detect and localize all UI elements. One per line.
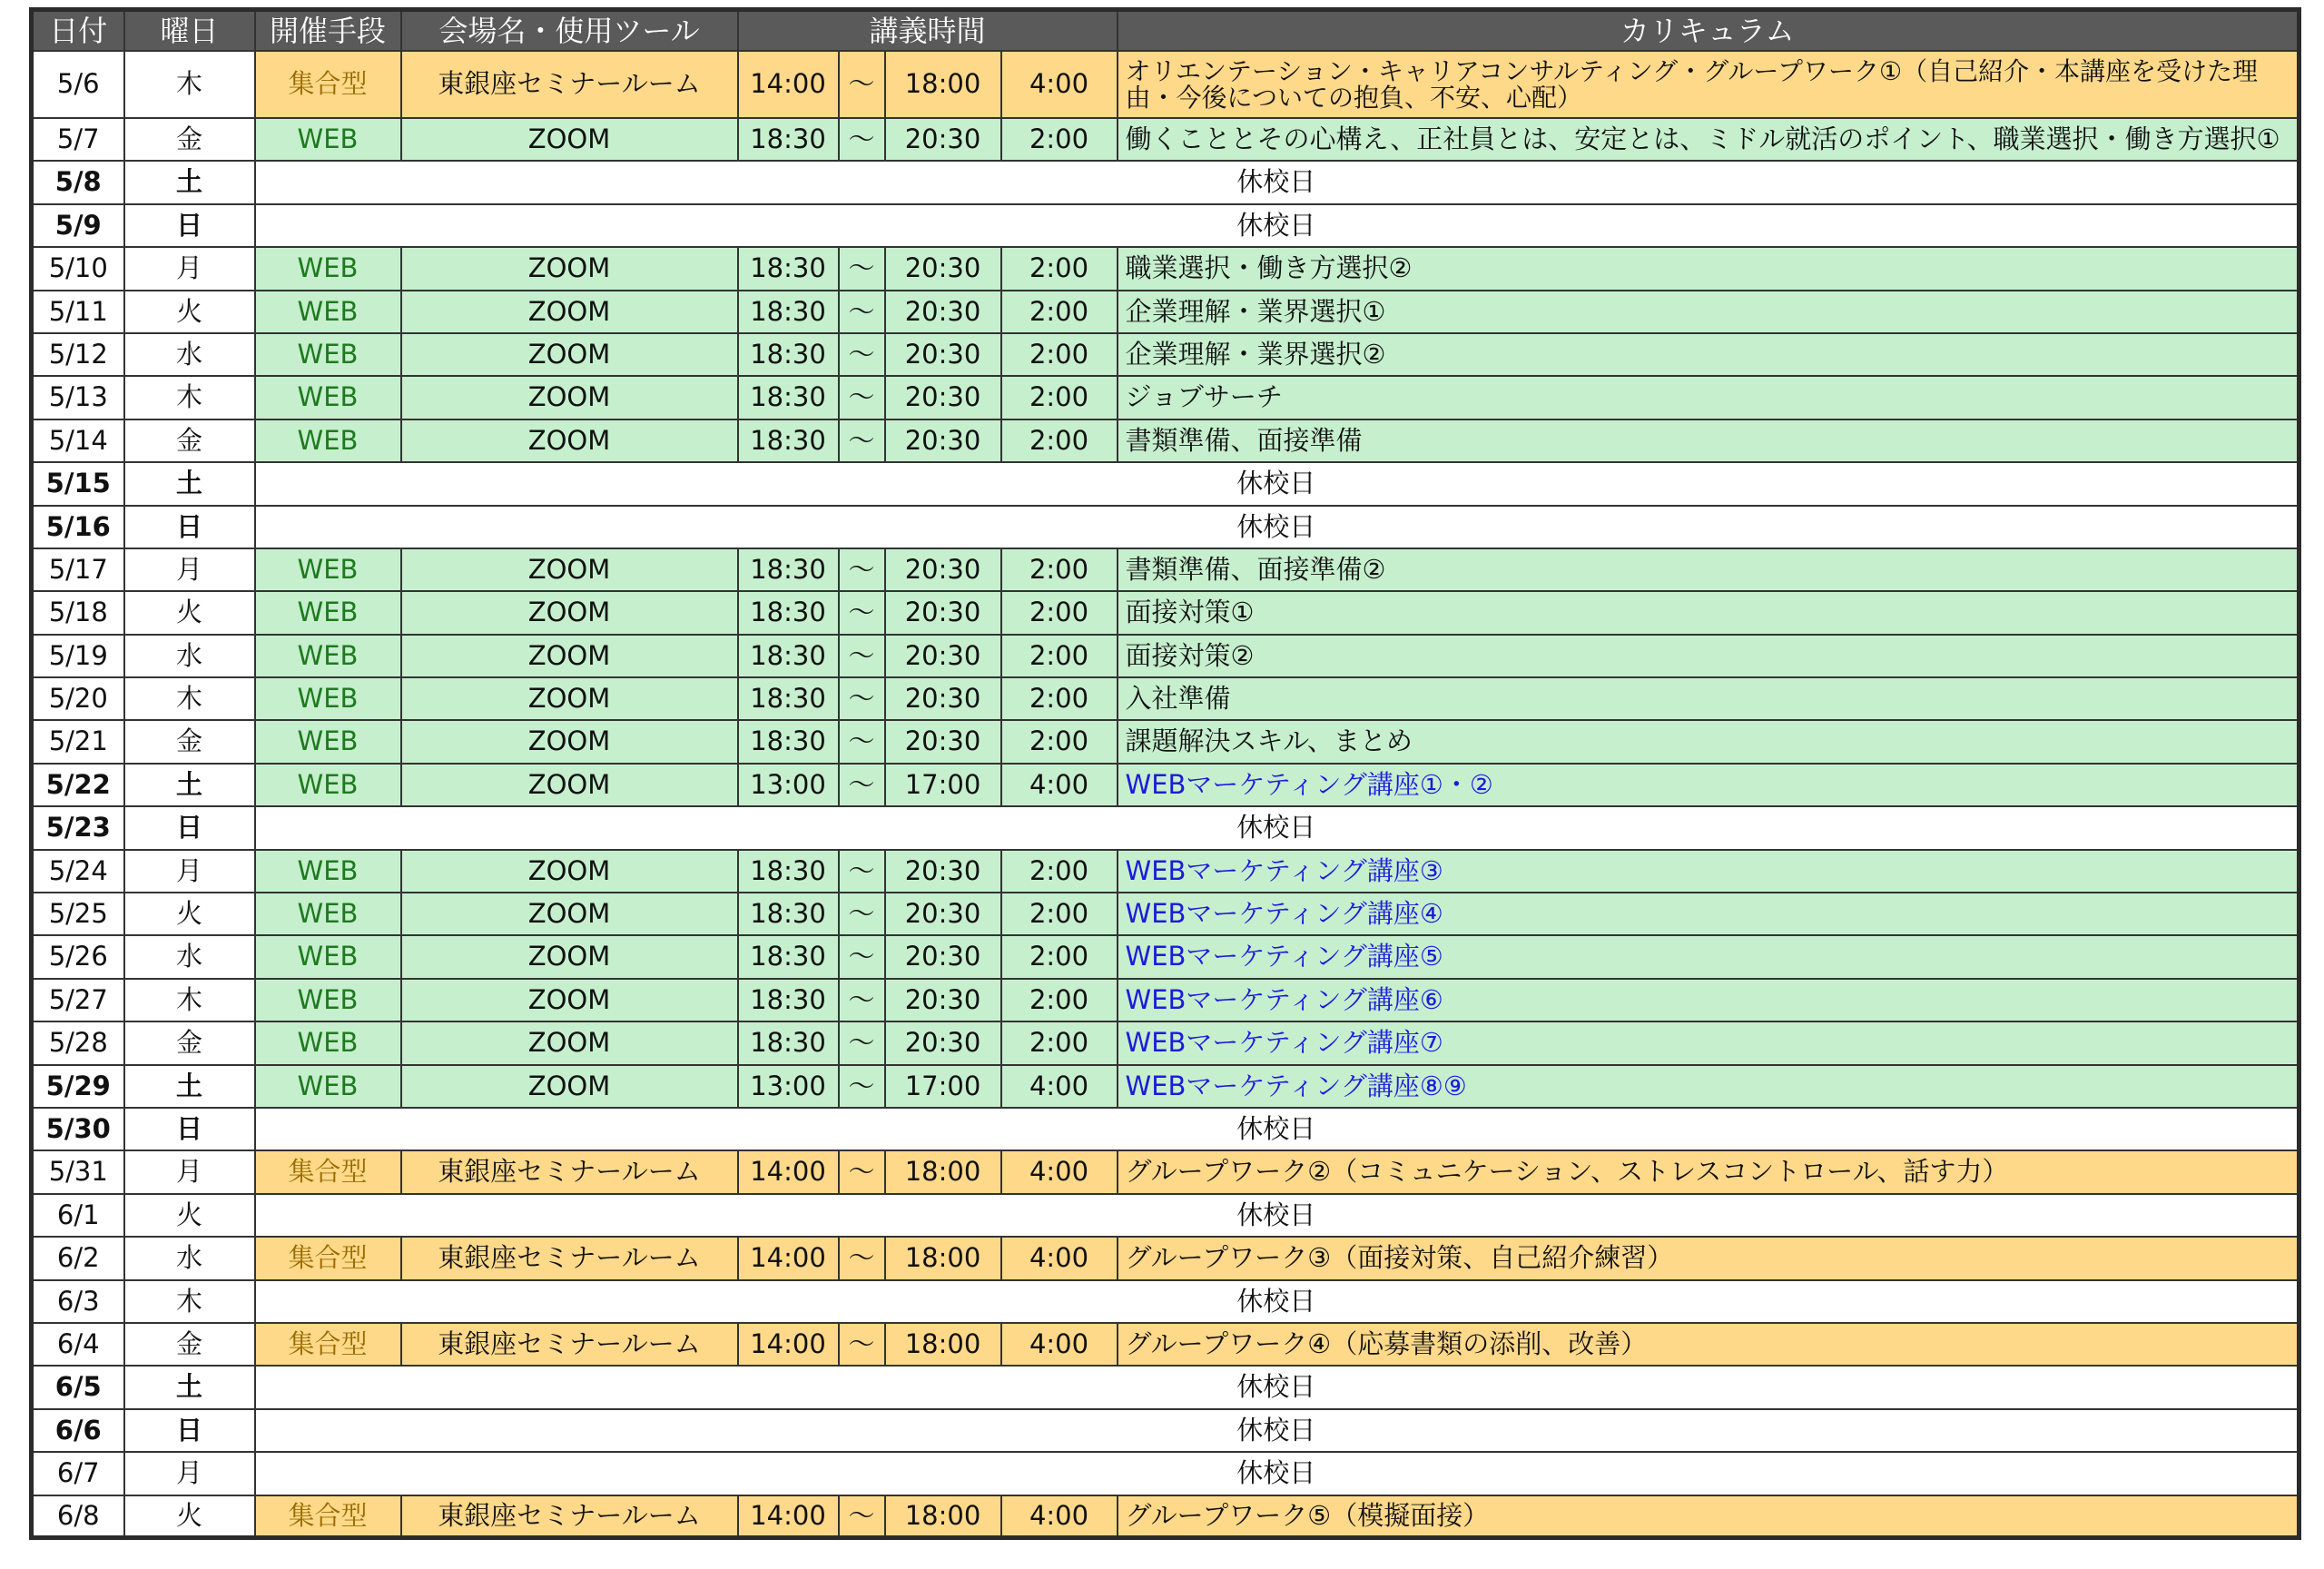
holiday-cell: 休校日 <box>255 204 2299 247</box>
date-cell: 5/8 <box>32 161 124 203</box>
venue-cell: ZOOM <box>401 635 738 677</box>
table-row <box>32 1108 2299 1150</box>
date-cell: 5/13 <box>32 376 124 419</box>
table-row <box>32 118 2299 161</box>
weekday-cell: 土 <box>124 1366 255 1408</box>
end-time-cell: 20:30 <box>885 850 1001 893</box>
holiday-cell: 休校日 <box>255 1194 2299 1237</box>
duration-cell: 4:00 <box>1001 1150 1118 1193</box>
curriculum-cell: オリエンテーション・キャリアコンサルティング・グループワーク①（自己紹介・本講座を受けた理由・今後についての抱負、不安、心配） <box>1118 51 2299 118</box>
start-time-cell: 18:30 <box>738 720 839 763</box>
venue-cell: ZOOM <box>401 548 738 591</box>
venue-cell: ZOOM <box>401 720 738 763</box>
table-row <box>32 806 2299 849</box>
table-row <box>32 893 2299 935</box>
weekday-cell: 土 <box>124 764 255 806</box>
table-row <box>32 1452 2299 1495</box>
date-cell: 5/23 <box>32 806 124 849</box>
duration-cell: 2:00 <box>1001 333 1118 376</box>
curriculum-cell: WEBマーケティング講座⑦ <box>1118 1021 2299 1064</box>
duration-cell: 2:00 <box>1001 893 1118 935</box>
schedule-table <box>29 7 2301 1540</box>
end-time-cell: 20:30 <box>885 979 1001 1021</box>
duration-cell: 2:00 <box>1001 1021 1118 1064</box>
weekday-cell: 日 <box>124 1409 255 1452</box>
curriculum-cell: WEBマーケティング講座④ <box>1118 893 2299 935</box>
venue-cell: ZOOM <box>401 591 738 634</box>
end-time-cell: 18:00 <box>885 1495 1001 1538</box>
start-time-cell: 14:00 <box>738 1237 839 1279</box>
weekday-cell: 水 <box>124 333 255 376</box>
end-time-cell: 20:30 <box>885 548 1001 591</box>
start-time-cell: 18:30 <box>738 850 839 893</box>
method-cell: 集合型 <box>255 1150 401 1193</box>
venue-cell: ZOOM <box>401 677 738 720</box>
header-curriculum: カリキュラム <box>1118 10 2299 52</box>
tilde-cell: ～ <box>839 720 885 763</box>
tilde-cell: ～ <box>839 419 885 462</box>
weekday-cell: 金 <box>124 1323 255 1366</box>
duration-cell: 2:00 <box>1001 291 1118 333</box>
method-cell: WEB <box>255 1065 401 1108</box>
header-date: 日付 <box>32 10 124 52</box>
table-row <box>32 935 2299 978</box>
weekday-cell: 火 <box>124 591 255 634</box>
venue-cell: ZOOM <box>401 247 738 290</box>
date-cell: 5/25 <box>32 893 124 935</box>
venue-cell: ZOOM <box>401 764 738 806</box>
start-time-cell: 18:30 <box>738 548 839 591</box>
duration-cell: 2:00 <box>1001 118 1118 161</box>
date-cell: 5/16 <box>32 506 124 548</box>
weekday-cell: 月 <box>124 1150 255 1193</box>
end-time-cell: 20:30 <box>885 635 1001 677</box>
weekday-cell: 火 <box>124 1194 255 1237</box>
table-row <box>32 720 2299 763</box>
holiday-cell: 休校日 <box>255 1452 2299 1495</box>
curriculum-cell: グループワーク④（応募書類の添削、改善） <box>1118 1323 2299 1366</box>
date-cell: 5/22 <box>32 764 124 806</box>
header-row <box>32 10 2299 52</box>
start-time-cell: 13:00 <box>738 1065 839 1108</box>
venue-cell: 東銀座セミナールーム <box>401 1323 738 1366</box>
date-cell: 5/24 <box>32 850 124 893</box>
date-cell: 5/20 <box>32 677 124 720</box>
table-row <box>32 419 2299 462</box>
curriculum-cell: 企業理解・業界選択① <box>1118 291 2299 333</box>
duration-cell: 2:00 <box>1001 635 1118 677</box>
date-cell: 5/6 <box>32 51 124 118</box>
weekday-cell: 日 <box>124 806 255 849</box>
method-cell: WEB <box>255 764 401 806</box>
venue-cell: ZOOM <box>401 893 738 935</box>
end-time-cell: 20:30 <box>885 333 1001 376</box>
date-cell: 6/4 <box>32 1323 124 1366</box>
method-cell: WEB <box>255 118 401 161</box>
duration-cell: 2:00 <box>1001 979 1118 1021</box>
table-row <box>32 1237 2299 1279</box>
curriculum-cell: グループワーク②（コミュニケーション、ストレスコントロール、話す力） <box>1118 1150 2299 1193</box>
header-method: 開催手段 <box>255 10 401 52</box>
start-time-cell: 18:30 <box>738 635 839 677</box>
duration-cell: 4:00 <box>1001 1323 1118 1366</box>
table-row <box>32 635 2299 677</box>
header-day: 曜日 <box>124 10 255 52</box>
tilde-cell: ～ <box>839 850 885 893</box>
start-time-cell: 13:00 <box>738 764 839 806</box>
end-time-cell: 20:30 <box>885 720 1001 763</box>
table-row <box>32 333 2299 376</box>
end-time-cell: 20:30 <box>885 376 1001 419</box>
weekday-cell: 火 <box>124 291 255 333</box>
curriculum-cell: 課題解決スキル、まとめ <box>1118 720 2299 763</box>
end-time-cell: 18:00 <box>885 1150 1001 1193</box>
weekday-cell: 木 <box>124 677 255 720</box>
holiday-cell: 休校日 <box>255 161 2299 203</box>
curriculum-cell: 入社準備 <box>1118 677 2299 720</box>
start-time-cell: 18:30 <box>738 118 839 161</box>
venue-cell: ZOOM <box>401 850 738 893</box>
tilde-cell: ～ <box>839 893 885 935</box>
start-time-cell: 14:00 <box>738 1323 839 1366</box>
duration-cell: 2:00 <box>1001 677 1118 720</box>
duration-cell: 2:00 <box>1001 548 1118 591</box>
tilde-cell: ～ <box>839 51 885 118</box>
weekday-cell: 日 <box>124 204 255 247</box>
weekday-cell: 木 <box>124 376 255 419</box>
table-row <box>32 51 2299 118</box>
venue-cell: ZOOM <box>401 419 738 462</box>
weekday-cell: 火 <box>124 1495 255 1538</box>
method-cell: 集合型 <box>255 51 401 118</box>
curriculum-cell: WEBマーケティング講座③ <box>1118 850 2299 893</box>
venue-cell: ZOOM <box>401 979 738 1021</box>
venue-cell: ZOOM <box>401 1021 738 1064</box>
venue-cell: ZOOM <box>401 376 738 419</box>
weekday-cell: 月 <box>124 1452 255 1495</box>
start-time-cell: 14:00 <box>738 1495 839 1538</box>
date-cell: 5/21 <box>32 720 124 763</box>
duration-cell: 2:00 <box>1001 376 1118 419</box>
tilde-cell: ～ <box>839 1150 885 1193</box>
weekday-cell: 金 <box>124 118 255 161</box>
end-time-cell: 20:30 <box>885 677 1001 720</box>
venue-cell: ZOOM <box>401 1065 738 1108</box>
date-cell: 5/18 <box>32 591 124 634</box>
duration-cell: 2:00 <box>1001 850 1118 893</box>
end-time-cell: 20:30 <box>885 1021 1001 1064</box>
table-row <box>32 850 2299 893</box>
table-row <box>32 161 2299 203</box>
date-cell: 5/27 <box>32 979 124 1021</box>
tilde-cell: ～ <box>839 935 885 978</box>
venue-cell: ZOOM <box>401 291 738 333</box>
table-row <box>32 506 2299 548</box>
weekday-cell: 土 <box>124 161 255 203</box>
duration-cell: 2:00 <box>1001 591 1118 634</box>
end-time-cell: 18:00 <box>885 51 1001 118</box>
tilde-cell: ～ <box>839 333 885 376</box>
curriculum-cell: 企業理解・業界選択② <box>1118 333 2299 376</box>
date-cell: 5/14 <box>32 419 124 462</box>
table-row <box>32 591 2299 634</box>
date-cell: 5/29 <box>32 1065 124 1108</box>
method-cell: WEB <box>255 893 401 935</box>
method-cell: WEB <box>255 591 401 634</box>
holiday-cell: 休校日 <box>255 1366 2299 1408</box>
curriculum-cell: WEBマーケティング講座⑧⑨ <box>1118 1065 2299 1108</box>
venue-cell: ZOOM <box>401 935 738 978</box>
weekday-cell: 土 <box>124 1065 255 1108</box>
end-time-cell: 17:00 <box>885 764 1001 806</box>
start-time-cell: 18:30 <box>738 893 839 935</box>
weekday-cell: 水 <box>124 1237 255 1279</box>
date-cell: 5/26 <box>32 935 124 978</box>
method-cell: WEB <box>255 548 401 591</box>
schedule-body <box>32 51 2299 1538</box>
duration-cell: 2:00 <box>1001 720 1118 763</box>
method-cell: WEB <box>255 720 401 763</box>
weekday-cell: 土 <box>124 462 255 505</box>
curriculum-cell: 書類準備、面接準備 <box>1118 419 2299 462</box>
weekday-cell: 月 <box>124 548 255 591</box>
date-cell: 6/7 <box>32 1452 124 1495</box>
start-time-cell: 18:30 <box>738 1021 839 1064</box>
tilde-cell: ～ <box>839 1237 885 1279</box>
method-cell: WEB <box>255 247 401 290</box>
table-row <box>32 1280 2299 1323</box>
weekday-cell: 木 <box>124 979 255 1021</box>
date-cell: 6/1 <box>32 1194 124 1237</box>
curriculum-cell: 書類準備、面接準備② <box>1118 548 2299 591</box>
duration-cell: 4:00 <box>1001 1065 1118 1108</box>
duration-cell: 4:00 <box>1001 1237 1118 1279</box>
holiday-cell: 休校日 <box>255 806 2299 849</box>
tilde-cell: ～ <box>839 118 885 161</box>
method-cell: 集合型 <box>255 1237 401 1279</box>
date-cell: 5/7 <box>32 118 124 161</box>
duration-cell: 4:00 <box>1001 1495 1118 1538</box>
date-cell: 5/28 <box>32 1021 124 1064</box>
date-cell: 5/12 <box>32 333 124 376</box>
tilde-cell: ～ <box>839 376 885 419</box>
date-cell: 6/3 <box>32 1280 124 1323</box>
date-cell: 6/6 <box>32 1409 124 1452</box>
method-cell: WEB <box>255 979 401 1021</box>
weekday-cell: 金 <box>124 720 255 763</box>
duration-cell: 2:00 <box>1001 935 1118 978</box>
method-cell: WEB <box>255 677 401 720</box>
table-row <box>32 1150 2299 1193</box>
table-row <box>32 1409 2299 1452</box>
start-time-cell: 18:30 <box>738 291 839 333</box>
date-cell: 5/15 <box>32 462 124 505</box>
curriculum-cell: 働くこととその心構え、正社員とは、安定とは、ミドル就活のポイント、職業選択・働き方選択① <box>1118 118 2299 161</box>
tilde-cell: ～ <box>839 1021 885 1064</box>
curriculum-cell: WEBマーケティング講座①・② <box>1118 764 2299 806</box>
weekday-cell: 月 <box>124 247 255 290</box>
tilde-cell: ～ <box>839 291 885 333</box>
holiday-cell: 休校日 <box>255 1409 2299 1452</box>
curriculum-cell: WEBマーケティング講座⑤ <box>1118 935 2299 978</box>
start-time-cell: 18:30 <box>738 591 839 634</box>
table-row <box>32 1021 2299 1064</box>
method-cell: WEB <box>255 1021 401 1064</box>
start-time-cell: 18:30 <box>738 935 839 978</box>
date-cell: 5/9 <box>32 204 124 247</box>
holiday-cell: 休校日 <box>255 1108 2299 1150</box>
curriculum-cell: グループワーク③（面接対策、自己紹介練習） <box>1118 1237 2299 1279</box>
venue-cell: 東銀座セミナールーム <box>401 1237 738 1279</box>
method-cell: WEB <box>255 291 401 333</box>
header-venue: 会場名・使用ツール <box>401 10 738 52</box>
tilde-cell: ～ <box>839 635 885 677</box>
table-row <box>32 1065 2299 1108</box>
weekday-cell: 金 <box>124 1021 255 1064</box>
curriculum-cell: ジョブサーチ <box>1118 376 2299 419</box>
venue-cell: ZOOM <box>401 333 738 376</box>
tilde-cell: ～ <box>839 247 885 290</box>
method-cell: 集合型 <box>255 1495 401 1538</box>
end-time-cell: 20:30 <box>885 419 1001 462</box>
end-time-cell: 20:30 <box>885 893 1001 935</box>
method-cell: WEB <box>255 635 401 677</box>
duration-cell: 4:00 <box>1001 51 1118 118</box>
method-cell: WEB <box>255 850 401 893</box>
tilde-cell: ～ <box>839 548 885 591</box>
method-cell: WEB <box>255 376 401 419</box>
table-row <box>32 204 2299 247</box>
table-row <box>32 1495 2299 1538</box>
start-time-cell: 18:30 <box>738 979 839 1021</box>
weekday-cell: 日 <box>124 506 255 548</box>
date-cell: 6/8 <box>32 1495 124 1538</box>
end-time-cell: 18:00 <box>885 1323 1001 1366</box>
start-time-cell: 18:30 <box>738 333 839 376</box>
date-cell: 5/17 <box>32 548 124 591</box>
tilde-cell: ～ <box>839 764 885 806</box>
header-time: 講義時間 <box>738 10 1118 52</box>
table-row <box>32 1323 2299 1366</box>
end-time-cell: 18:00 <box>885 1237 1001 1279</box>
venue-cell: 東銀座セミナールーム <box>401 51 738 118</box>
method-cell: WEB <box>255 935 401 978</box>
holiday-cell: 休校日 <box>255 1280 2299 1323</box>
date-cell: 5/11 <box>32 291 124 333</box>
date-cell: 5/30 <box>32 1108 124 1150</box>
start-time-cell: 18:30 <box>738 677 839 720</box>
weekday-cell: 金 <box>124 419 255 462</box>
curriculum-cell: 職業選択・働き方選択② <box>1118 247 2299 290</box>
curriculum-cell: 面接対策① <box>1118 591 2299 634</box>
date-cell: 6/5 <box>32 1366 124 1408</box>
duration-cell: 2:00 <box>1001 419 1118 462</box>
table-row <box>32 291 2299 333</box>
tilde-cell: ～ <box>839 1323 885 1366</box>
weekday-cell: 水 <box>124 635 255 677</box>
tilde-cell: ～ <box>839 1065 885 1108</box>
weekday-cell: 火 <box>124 893 255 935</box>
holiday-cell: 休校日 <box>255 462 2299 505</box>
weekday-cell: 木 <box>124 51 255 118</box>
venue-cell: 東銀座セミナールーム <box>401 1495 738 1538</box>
tilde-cell: ～ <box>839 591 885 634</box>
end-time-cell: 20:30 <box>885 291 1001 333</box>
duration-cell: 2:00 <box>1001 247 1118 290</box>
weekday-cell: 木 <box>124 1280 255 1323</box>
start-time-cell: 18:30 <box>738 247 839 290</box>
date-cell: 5/10 <box>32 247 124 290</box>
duration-cell: 4:00 <box>1001 764 1118 806</box>
venue-cell: 東銀座セミナールーム <box>401 1150 738 1193</box>
table-row <box>32 1194 2299 1237</box>
method-cell: WEB <box>255 333 401 376</box>
end-time-cell: 20:30 <box>885 591 1001 634</box>
table-row <box>32 462 2299 505</box>
table-row <box>32 376 2299 419</box>
date-cell: 5/31 <box>32 1150 124 1193</box>
table-row <box>32 247 2299 290</box>
tilde-cell: ～ <box>839 979 885 1021</box>
table-row <box>32 677 2299 720</box>
end-time-cell: 20:30 <box>885 935 1001 978</box>
method-cell: 集合型 <box>255 1323 401 1366</box>
holiday-cell: 休校日 <box>255 506 2299 548</box>
venue-cell: ZOOM <box>401 118 738 161</box>
start-time-cell: 18:30 <box>738 419 839 462</box>
table-row <box>32 979 2299 1021</box>
curriculum-cell: WEBマーケティング講座⑥ <box>1118 979 2299 1021</box>
date-cell: 5/19 <box>32 635 124 677</box>
curriculum-cell: 面接対策② <box>1118 635 2299 677</box>
end-time-cell: 20:30 <box>885 118 1001 161</box>
method-cell: WEB <box>255 419 401 462</box>
table-row <box>32 764 2299 806</box>
weekday-cell: 日 <box>124 1108 255 1150</box>
tilde-cell: ～ <box>839 1495 885 1538</box>
curriculum-cell: グループワーク⑤（模擬面接） <box>1118 1495 2299 1538</box>
table-row <box>32 1366 2299 1408</box>
start-time-cell: 18:30 <box>738 376 839 419</box>
table-row <box>32 548 2299 591</box>
tilde-cell: ～ <box>839 677 885 720</box>
start-time-cell: 14:00 <box>738 51 839 118</box>
end-time-cell: 17:00 <box>885 1065 1001 1108</box>
end-time-cell: 20:30 <box>885 247 1001 290</box>
start-time-cell: 14:00 <box>738 1150 839 1193</box>
weekday-cell: 水 <box>124 935 255 978</box>
date-cell: 6/2 <box>32 1237 124 1279</box>
weekday-cell: 月 <box>124 850 255 893</box>
